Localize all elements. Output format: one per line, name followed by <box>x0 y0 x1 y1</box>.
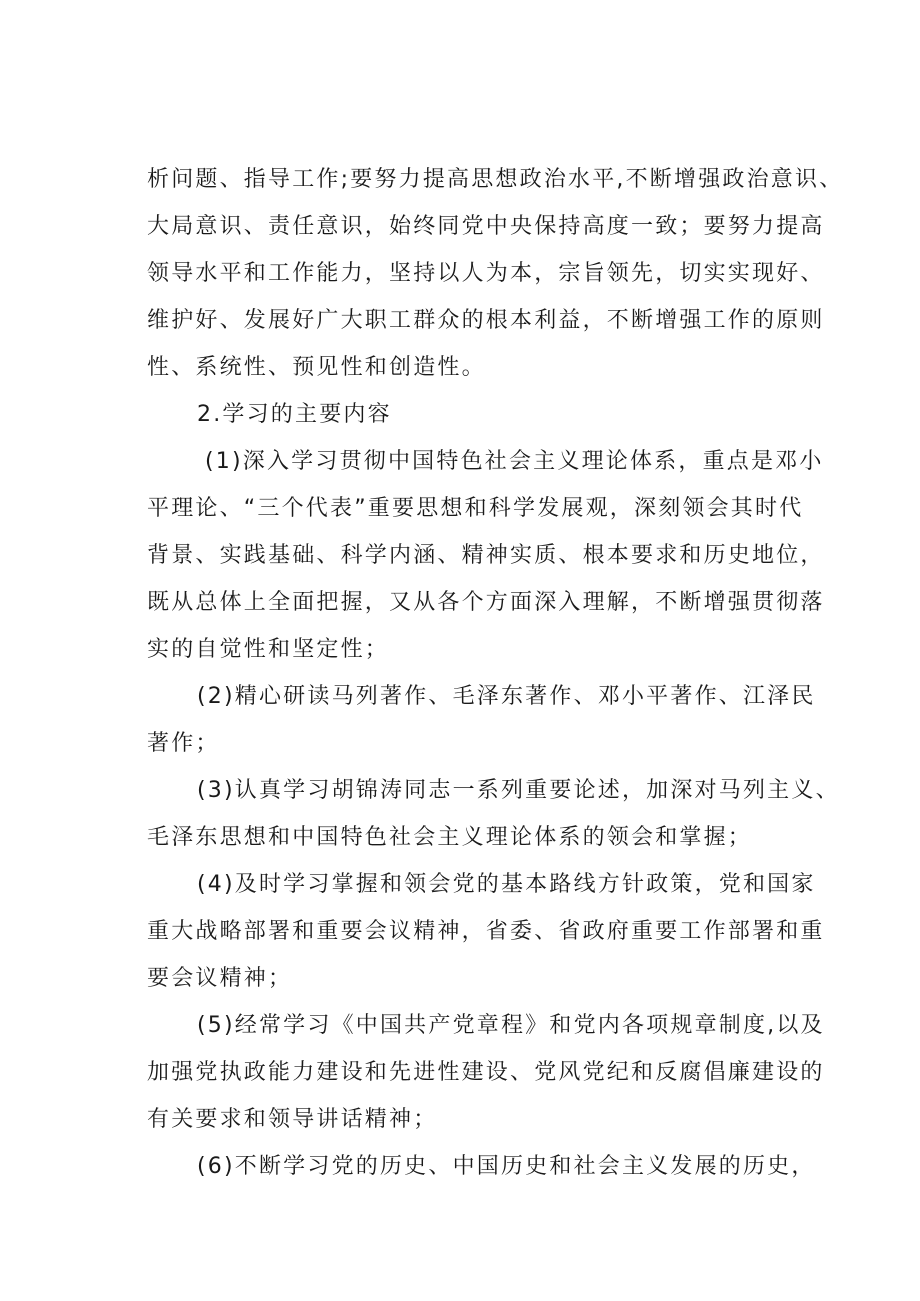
text-line: (2)精心研读马列著作、毛泽东著作、邓小平著作、江泽民 <box>197 684 816 709</box>
text-line: 实的自觉性和坚定性； <box>147 637 390 662</box>
text-line: 维护好、发展好广大职工群众的根本利益，不断增强工作的原则 <box>147 308 825 333</box>
text-line: 既从总体上全面把握，又从各个方面深入理解，不断增强贯彻落 <box>147 590 825 615</box>
text-line: 加强党执政能力建设和先进性建设、党风党纪和反腐倡廉建设的 <box>147 1060 825 1085</box>
text-line: 析问题、指导工作;要努力提高思想政治水平,不断增强政治意识、 <box>147 167 844 192</box>
text-line: 著作； <box>147 731 220 756</box>
text-line: 毛泽东思想和中国特色社会主义理论体系的领会和掌握； <box>147 825 753 850</box>
text-line: (5)经常学习《中国共产党章程》和党内各项规章制度,以及 <box>197 1013 825 1038</box>
text-line: (4)及时学习掌握和领会党的基本路线方针政策，党和国家 <box>197 872 816 897</box>
text-line: 领导水平和工作能力，坚持以人为本，宗旨领先，切实实现好、 <box>147 261 825 286</box>
section-heading: 2.学习的主要内容 <box>197 402 392 427</box>
text-line: 重大战略部署和重要会议精神，省委、省政府重要工作部署和重 <box>147 919 825 944</box>
text-line: 背景、实践基础、科学内涵、精神实质、根本要求和历史地位， <box>147 543 825 568</box>
text-line: (6)不断学习党的历史、中国历史和社会主义发展的历史， <box>197 1154 816 1179</box>
text-line: (3)认真学习胡锦涛同志一系列重要论述，加深对马列主义、 <box>197 778 840 803</box>
text-line: 平理论、“三个代表”重要思想和科学发展观，深刻领会其时代 <box>147 496 804 521</box>
text-line: 大局意识、责任意识，始终同党中央保持高度一致；要努力提高 <box>147 214 825 239</box>
text-line: 要会议精神； <box>147 966 293 991</box>
text-line: 有关要求和领导讲话精神； <box>147 1107 438 1132</box>
text-line: 性、系统性、预见性和创造性。 <box>147 355 486 380</box>
text-line: (1)深入学习贯彻中国特色社会主义理论体系，重点是邓小 <box>205 449 824 474</box>
